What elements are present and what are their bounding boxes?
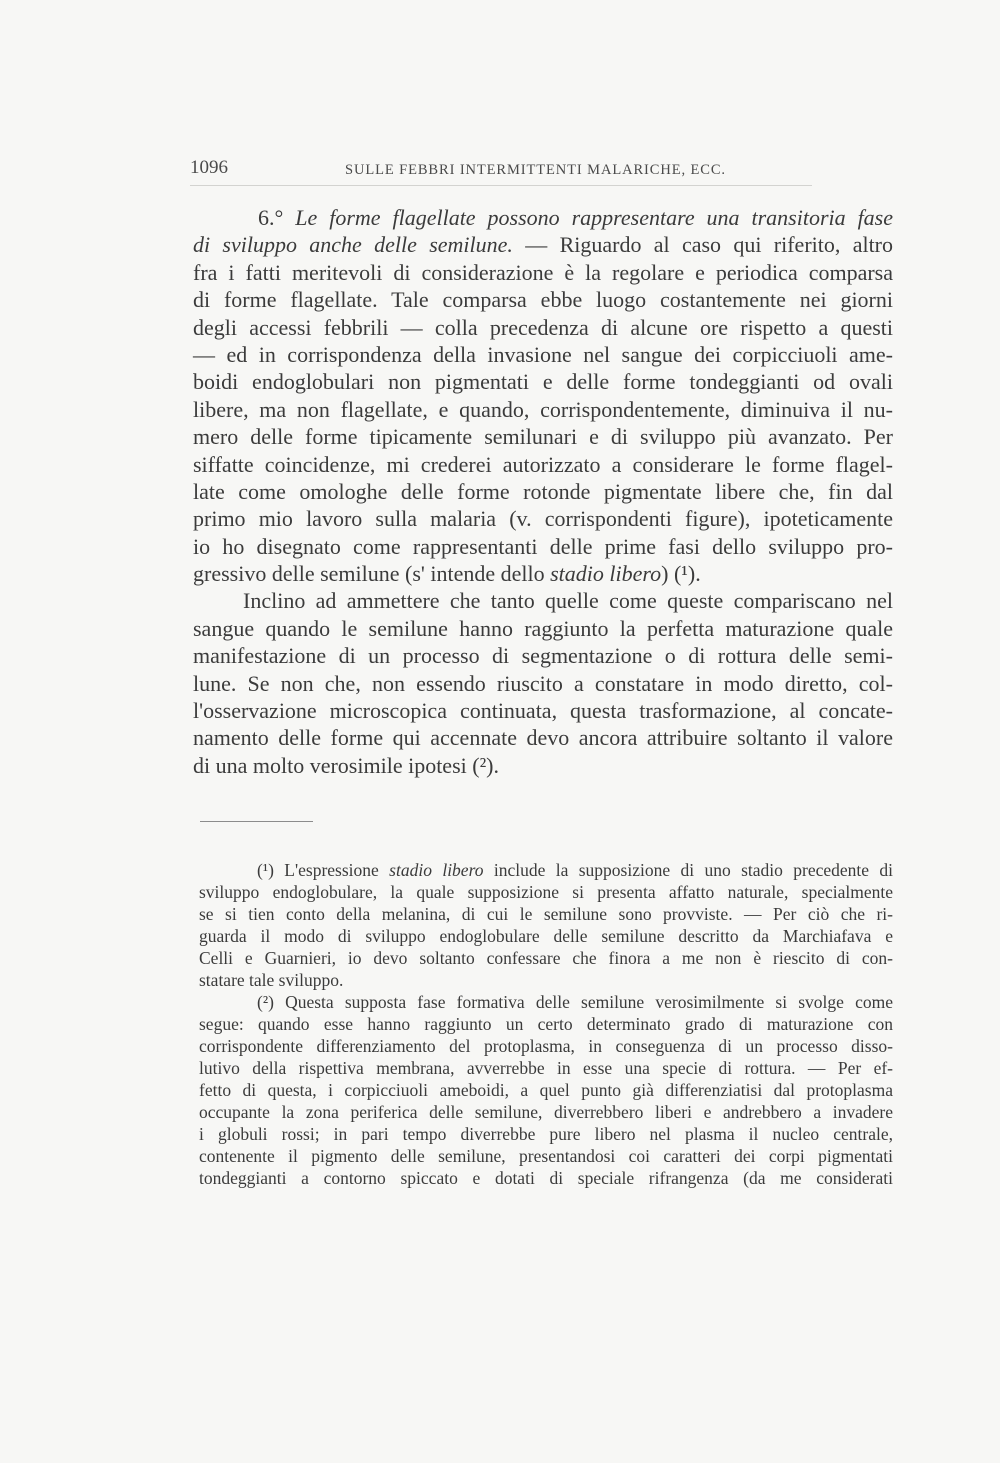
text-line: di forme flagellate. Tale comparsa ebbe luogo costantemente nei giorni	[193, 287, 893, 313]
text-line: sangue quando le semilune hanno raggiunto la perfetta maturazione quale	[193, 615, 893, 641]
page-number: 1096	[190, 157, 228, 178]
text-line: lune. Se non che, non essendo riuscito a constatare in modo diretto, col-	[193, 670, 893, 696]
footnote-line: segue: quando esse hanno raggiunto un certo determinato grado di maturazione con	[199, 1014, 893, 1034]
line-text: include la supposizione di uno stadio precedente di	[493, 860, 894, 880]
line-text: Questa supposta fase formativa delle semilune verosimilmente si svolge come	[285, 992, 894, 1012]
italic-term: stadio libero	[389, 860, 484, 880]
footnote-1	[199, 859, 893, 991]
line-text: di una molto verosimile ipotesi	[193, 752, 467, 778]
closing-parenthesis: )	[661, 561, 669, 587]
footnote-line: sviluppo endoglobulare, la quale supposizione si presenta affatto naturale, specialmente	[199, 882, 893, 902]
text-line: siffatte coincidenze, mi crederei autorizzato a considerare le forme flagel-	[193, 451, 893, 477]
footnote-line: lutivo della rispettiva membrana, avverrebbe in esse una specie di rottura. — Per ef-	[199, 1058, 893, 1078]
text-line: degli accessi febbrili — colla precedenza di alcune ore rispetto a questi	[193, 314, 893, 340]
footnote-line: tondeggianti a contorno spiccato e dotati di speciale rifrangenza (da me considerati	[199, 1168, 893, 1188]
footnote-separator	[200, 821, 313, 822]
italic-term: stadio libero	[550, 561, 662, 587]
footnote-line: fetto di questa, i corpicciuoli ameboidi, a quel punto già differenziatisi dal protoplasma	[199, 1080, 893, 1100]
text-line: manifestazione di un processo di segmentazione o di rottura delle semi-	[193, 643, 893, 669]
footnote-line	[199, 991, 893, 1013]
text-line	[193, 752, 893, 779]
paragraph-2	[193, 587, 893, 779]
text-line: — ed in corrispondenza della invasione nel sangue dei corpicciuoli ame-	[193, 341, 893, 367]
text-line	[193, 560, 893, 587]
text-line: namento delle forme qui accennate devo ancora attribuire soltanto il valore	[193, 725, 893, 751]
text-line: primo mio lavoro sulla malaria (v. corrispondenti figure), ipoteticamente	[193, 506, 893, 532]
text-line: Inclino ad ammettere che tanto quelle come queste compariscano nel	[243, 588, 893, 614]
footnote-ref-1: (¹).	[673, 561, 701, 587]
text-line: boidi endoglobulari non pigmentati e delle forme tondeggianti od ovali	[193, 369, 893, 395]
text-line: l'osservazione microscopica continuata, questa trasformazione, al concate-	[193, 698, 893, 724]
footnote-2	[199, 991, 893, 1189]
footnote-ref-2: (²).	[472, 752, 499, 778]
footnote-line: contenente il pigmento delle semilune, presentandosi coi caratteri dei corpi pigmentati	[199, 1146, 893, 1166]
running-head: SULLE FEBBRI INTERMITTENTI MALARICHE, ECC.	[345, 162, 726, 178]
text-line: fra i fatti meritevoli di considerazione è la regolare e periodica comparsa	[193, 259, 893, 285]
line-text: — Riguardo al caso qui riferito, altro	[525, 232, 894, 258]
italic-heading: Le forme flagellate possono rappresentare una transitoria fase	[295, 205, 894, 230]
header-rule	[190, 185, 812, 186]
footnote-marker: (¹)	[257, 860, 274, 880]
text-line: libere, ma non flagellate, e quando, corrispondentemente, diminuiva il nu-	[193, 396, 893, 422]
line-text: L'espressione	[284, 860, 379, 880]
footnote-line: guarda il modo di sviluppo endoglobulare delle semilune descritto da Marchiafava e	[199, 926, 893, 946]
footnotes	[199, 859, 893, 1189]
line-text: gressivo delle semilune (s' intende dello	[193, 561, 545, 587]
footnote-marker: (²)	[257, 992, 274, 1012]
text-line: late come omologhe delle forme rotonde pigmentate libere che, fin dal	[193, 478, 893, 504]
footnote-line: statare tale sviluppo.	[199, 970, 344, 990]
footnote-line: Celli e Guarnieri, io devo soltanto confessare che finora a me non è riescito di con-	[199, 948, 893, 968]
footnote-line: corrispondente differenziamento del protoplasma, in conseguenza di un processo disso-	[199, 1036, 893, 1056]
paragraph-1	[193, 204, 893, 587]
text-line	[193, 231, 893, 258]
text-line	[193, 204, 893, 231]
italic-heading: di sviluppo anche delle semilune.	[193, 232, 513, 258]
footnote-line	[199, 859, 893, 881]
footnote-line: se si tien conto della melanina, di cui le semilune sono provviste. — Per ciò che ri-	[199, 904, 893, 924]
main-text	[193, 204, 893, 779]
text-line: mero delle forme tipicamente semilunari e di sviluppo più avanzato. Per	[193, 424, 893, 450]
text-line: io ho disegnato come rappresentanti delle prime fasi dello sviluppo pro-	[193, 533, 893, 559]
section-number: 6.°	[258, 205, 284, 230]
footnote-line: occupante la zona periferica delle semilune, diverrebbero liberi e andrebbero a invadere	[199, 1102, 893, 1122]
footnote-line: i globuli rossi; in pari tempo diverrebbe pure libero nel plasma il nucleo centrale,	[199, 1124, 893, 1144]
